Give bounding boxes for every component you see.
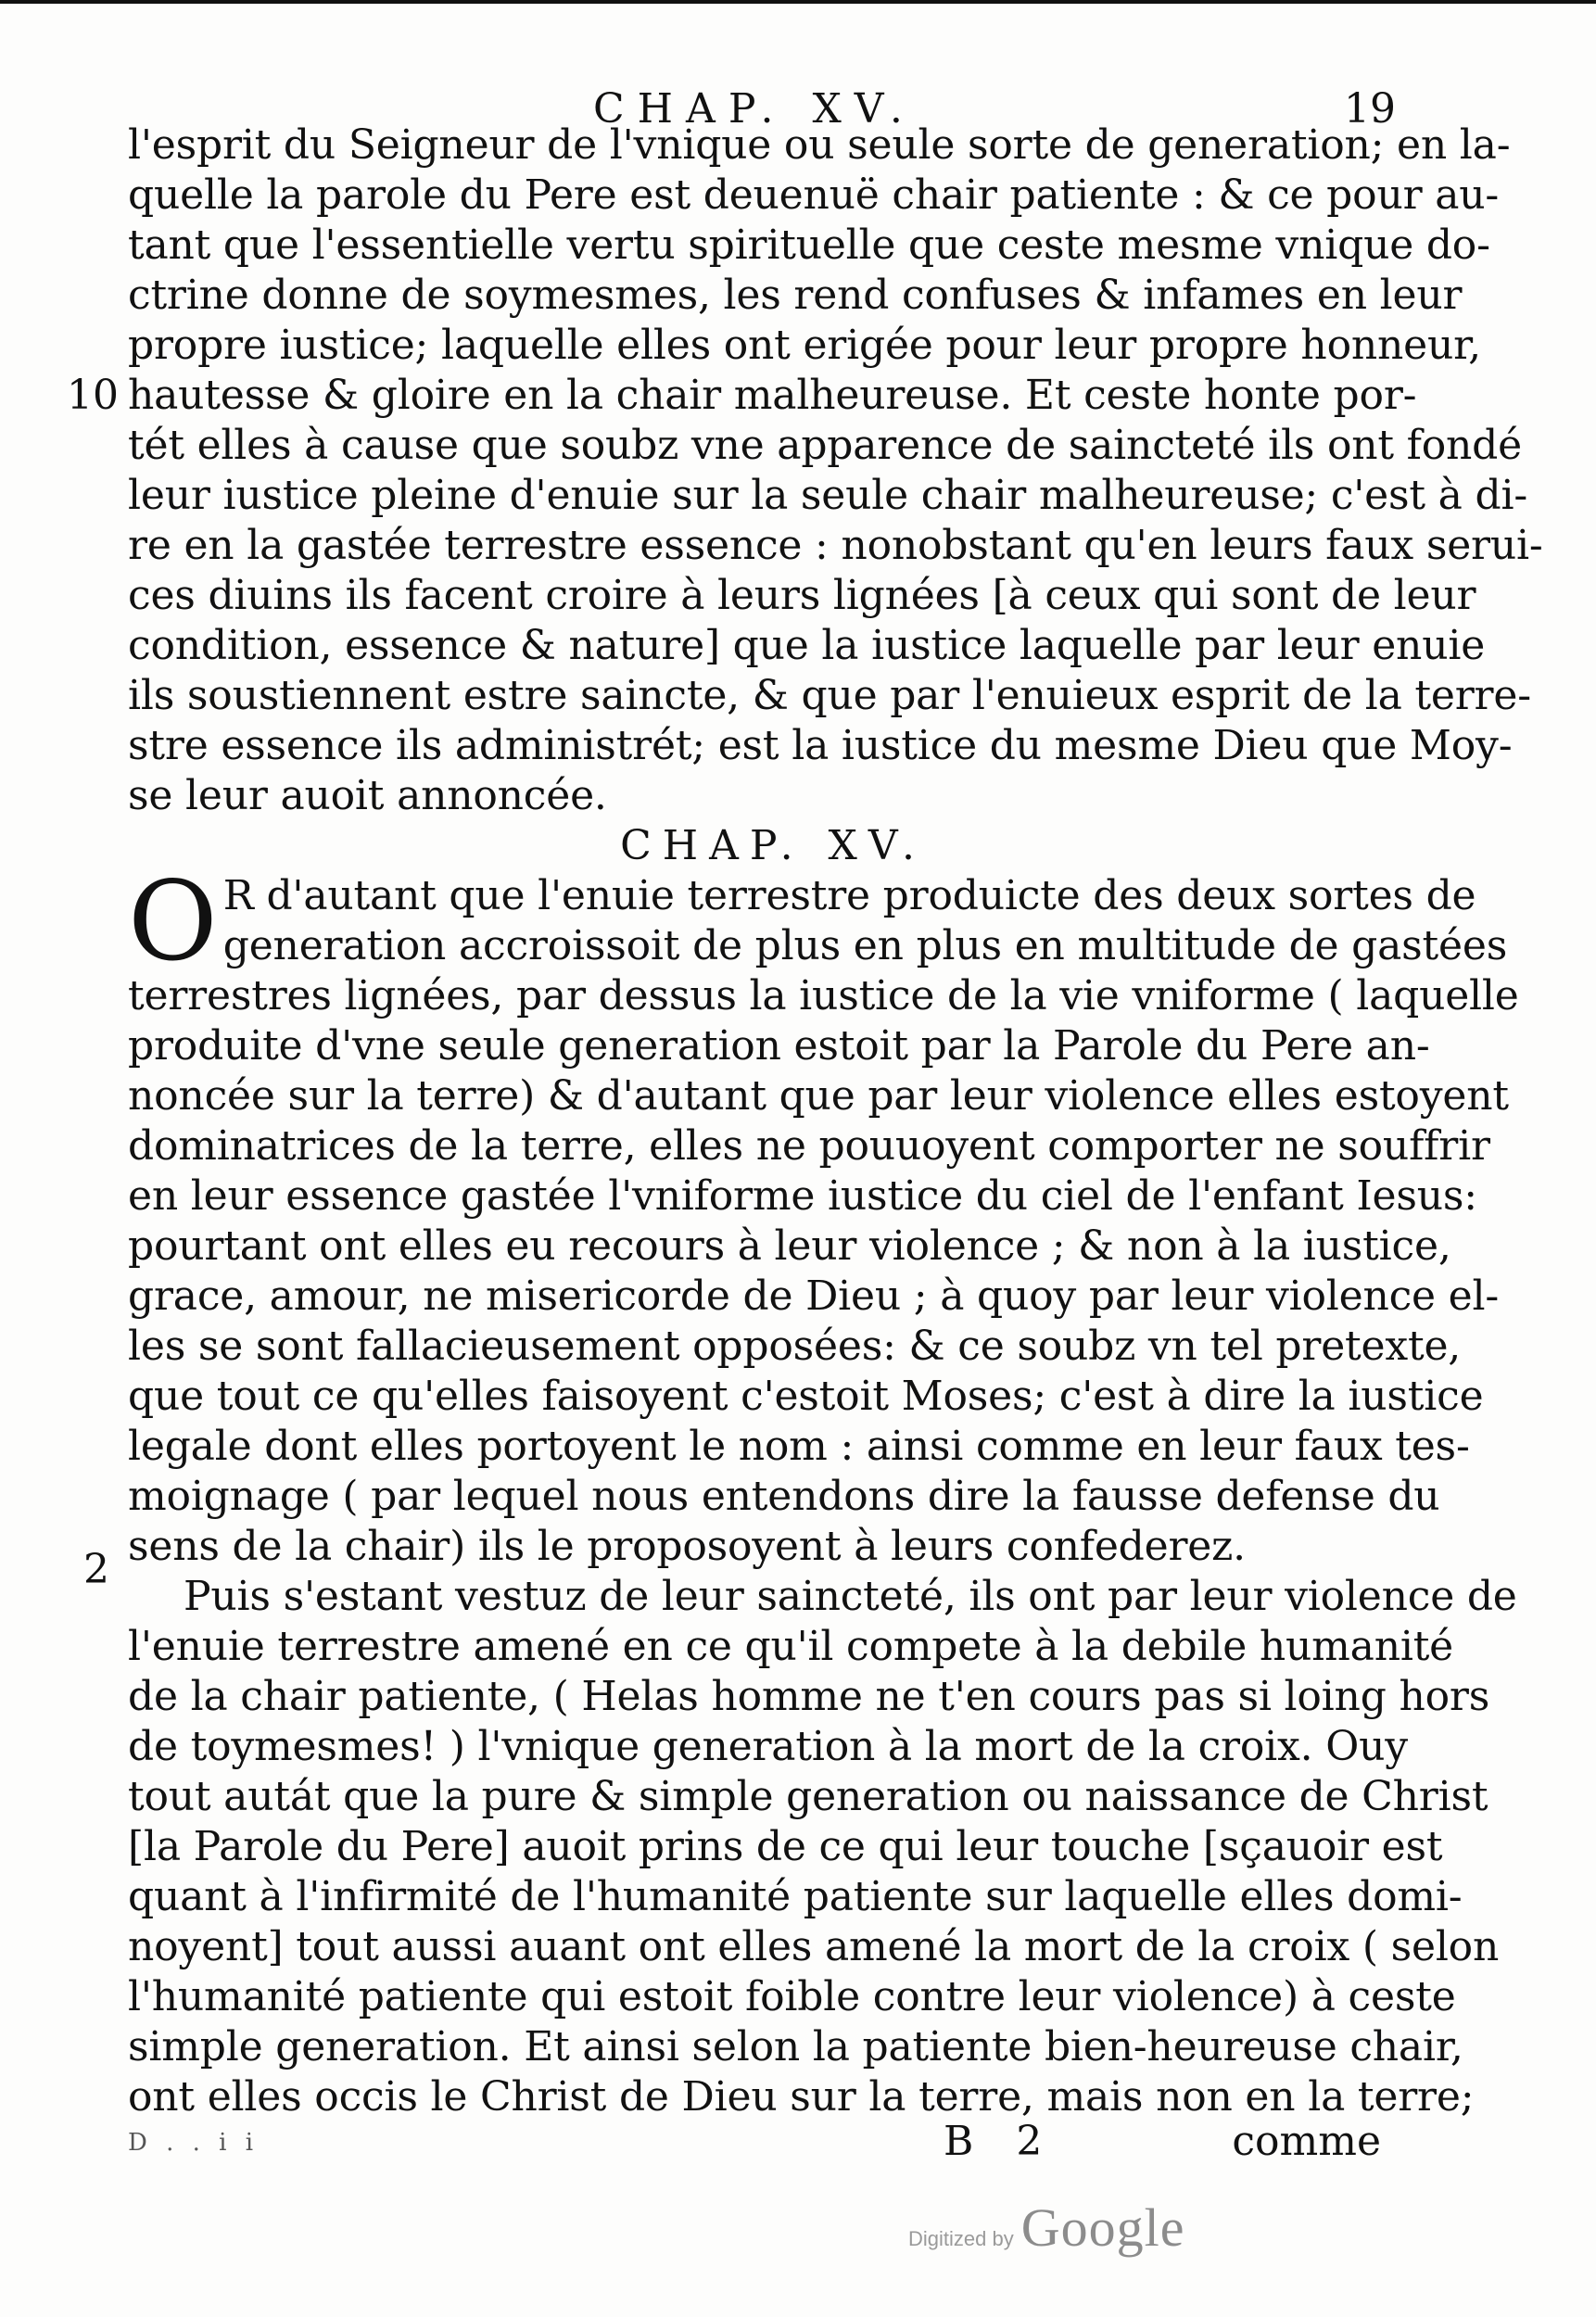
text-line: propre iustice; laquelle elles ont erigée pour leur propre honneur,: [128, 322, 1481, 369]
text-line: sens de la chair) ils le proposoyent à leurs confederez.: [128, 1523, 1246, 1570]
chapter-heading: CHAP. XV.: [620, 822, 926, 869]
text-line: re en la gastée terrestre essence : nonobstant qu'en leurs faux serui-: [128, 522, 1543, 569]
text-line: Puis s'estant vestuz de leur saincteté, ils ont par leur violence de: [184, 1573, 1517, 1620]
paragraph-1: [128, 857, 1519, 1572]
text-line: se leur auoit annoncée.: [128, 772, 607, 819]
text-line: tant que l'essentielle vertu spirituelle que ceste mesme vnique do-: [128, 222, 1490, 269]
text-line: quelle la parole du Pere est deuenuë chair patiente : & ce pour au-: [128, 171, 1500, 219]
text-line: de toymesmes! ) l'vnique generation à la mort de la croix. Ouy: [128, 1723, 1408, 1770]
drop-cap-letter: O: [128, 857, 218, 985]
text-line: produite d'vne seule generation estoit par la Parole du Pere an-: [128, 1022, 1430, 1070]
text-line: de la chair patiente, ( Helas homme ne t'en cours pas si loing hors: [128, 1673, 1490, 1720]
paragraph-2: [128, 1572, 1517, 2122]
text-line: tét elles à cause que soubz vne apparence de saincteté ils ont fondé: [128, 422, 1522, 469]
digitized-watermark: [908, 2197, 1185, 2258]
margin-line-number: 10: [67, 372, 119, 419]
drop-cap-block: [128, 857, 1508, 985]
page-footer: [128, 2118, 1381, 2173]
text-line: noyent] tout aussi auant ont elles amené la mort de la croix ( selon: [128, 1923, 1500, 1970]
text-line: tout autát que la pure & simple generation ou naissance de Christ: [128, 1773, 1488, 1820]
ink-smudge-text: D . . i i: [128, 2129, 260, 2157]
section-continuation: [128, 120, 1543, 821]
text-line: leur iustice pleine d'enuie sur la seule chair malheureuse; c'est à di-: [128, 472, 1527, 519]
text-line: ont elles occis le Christ de Dieu sur la terre, mais non en la terre;: [128, 2073, 1475, 2121]
margin-section-number: 2: [83, 1546, 109, 1593]
text-line: stre essence ils administrét; est la iustice du mesme Dieu que Moy-: [128, 722, 1513, 769]
text-line: moignage ( par lequel nous entendons dire la fausse defense du: [128, 1473, 1440, 1520]
text-line: que tout ce qu'elles faisoyent c'estoit Moses; c'est à dire la iustice: [128, 1373, 1484, 1420]
text-line: [la Parole du Pere] auoit prins de ce qui leur touche [sçauoir est: [128, 1823, 1443, 1870]
text-line: ces diuins ils facent croire à leurs lignées [à ceux qui sont de leur: [128, 572, 1476, 619]
watermark-brand-logo: Google: [1020, 2197, 1185, 2258]
text-line: ils soustiennent estre saincte, & que par l'enuieux esprit de la terre-: [128, 672, 1531, 719]
text-line: l'esprit du Seigneur de l'vnique ou seule sorte de generation; en la-: [128, 121, 1511, 169]
signature-mark: B 2: [944, 2118, 1058, 2165]
text-line: pourtant ont elles eu recours à leur violence ; & non à la iustice,: [128, 1222, 1451, 1270]
text-line: l'enuie terrestre amené en ce qu'il compete à la debile humanité: [128, 1623, 1454, 1670]
text-line: en leur essence gastée l'vniforme iustice du ciel de l'enfant Iesus:: [128, 1172, 1477, 1220]
catchword: comme: [1232, 2118, 1381, 2165]
watermark-prefix: Digitized by: [908, 2227, 1014, 2250]
text-line: noncée sur la terre) & d'autant que par leur violence elles estoyent: [128, 1072, 1509, 1120]
text-line: les se sont fallacieusement opposées: & ce soubz vn tel pretexte,: [128, 1323, 1462, 1370]
body-text: [128, 120, 1543, 2122]
text-line: dominatrices de la terre, elles ne pouuoyent comporter ne souffrir: [128, 1122, 1490, 1170]
text-line: ctrine donne de soymesmes, les rend confuses & infames en leur: [128, 272, 1463, 319]
text-line: grace, amour, ne misericorde de Dieu ; à quoy par leur violence el-: [128, 1272, 1500, 1320]
text-line: generation accroissoit de plus en plus en multitude de gastées: [222, 922, 1508, 969]
text-line: hautesse & gloire en la chair malheureuse. Et ceste honte por-: [128, 372, 1417, 419]
text-line: legale dont elles portoyent le nom : ainsi comme en leur faux tes-: [128, 1423, 1470, 1470]
text-line: condition, essence & nature] que la iustice laquelle par leur enuie: [128, 622, 1486, 669]
top-border-line: [0, 0, 1596, 4]
text-line: simple generation. Et ainsi selon la patiente bien-heureuse chair,: [128, 2023, 1463, 2070]
text-line: quant à l'infirmité de l'humanité patiente sur laquelle elles domi-: [128, 1873, 1463, 1920]
text-line: terrestres lignées, par dessus la iustice de la vie vniforme ( laquelle: [128, 972, 1519, 1019]
text-line: R d'autant que l'enuie terrestre produicte des deux sortes de: [222, 872, 1476, 919]
page-number: 19: [1344, 85, 1396, 133]
running-head: CHAP. XV.: [593, 85, 916, 133]
text-line: l'humanité patiente qui estoit foible contre leur violence) à ceste: [128, 1973, 1456, 2020]
